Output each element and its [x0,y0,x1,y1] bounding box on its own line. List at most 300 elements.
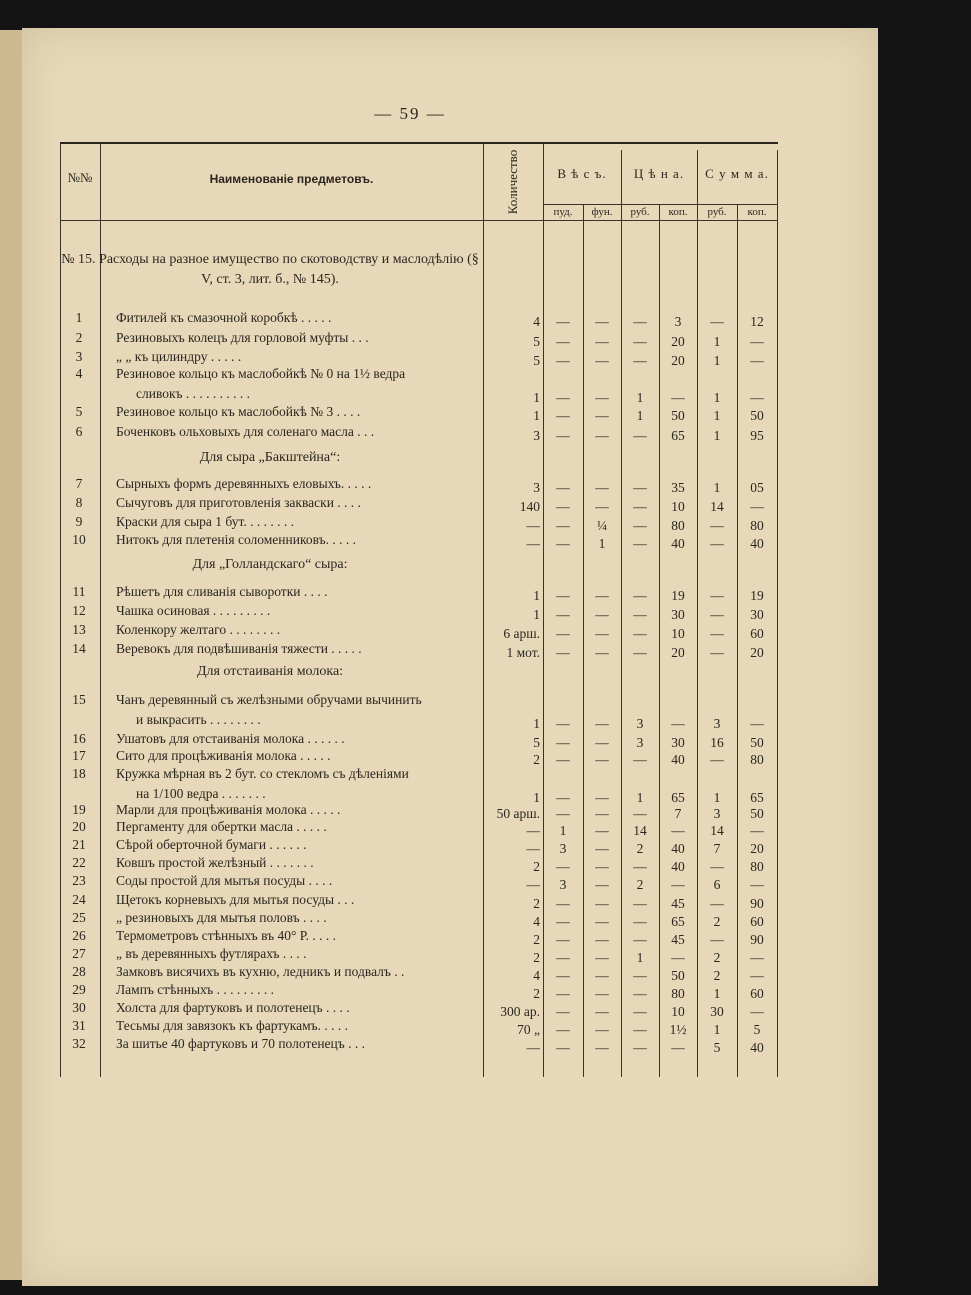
cell-pud: — [556,716,570,731]
cell-srub: — [710,859,724,874]
row-item-name: Рѣшетъ для сливанія сыворотки . . . . [116,584,328,599]
row-item-name: Лампъ стѣнныхъ . . . . . . . . . [116,982,274,997]
cell-rub: — [633,334,647,349]
cell-pud: — [556,968,570,983]
subheader-sum-rub: руб. [707,206,727,218]
cell-qty: 5 [533,735,540,750]
cell-qty: 50 арш. [496,806,540,821]
cell-qty: — [526,823,540,838]
cell-qty: — [526,518,540,533]
row-item-name: Щетокъ корневыхъ для мытья посуды . . . [116,892,355,907]
cell-fun: — [595,314,609,329]
subheader-kop: коп. [668,206,688,218]
row-item-name: „ резиновыхъ для мытья половъ . . . . [116,910,327,925]
section-title: № 15. Расходы на разное имущество по скотоводству и маслодѣлію (§ V, ст. 3, лит. б., № 145). [61,252,479,287]
cell-skop: 60 [750,986,764,1001]
table-row [60,802,778,820]
cell-kop: 30 [671,735,685,750]
cell-pud: — [556,588,570,603]
subheader-pud: пуд. [553,206,573,218]
cell-kop: 1½ [669,1022,687,1037]
row-item-name: Резиновыхъ колецъ для горловой муфты . . . [116,330,369,345]
row-item-name: Сырныхъ формъ деревянныхъ еловыхъ. . . . . [116,476,372,491]
cell-fun: — [595,841,609,856]
cell-qty: 70 „ [517,1022,540,1037]
cell-pud: — [556,480,570,495]
cell-skop: — [750,390,764,405]
cell-rub: — [633,914,647,929]
cell-kop: — [671,877,685,892]
cell-kop: 20 [671,353,685,368]
table-row [60,330,778,348]
cell-fun: — [595,932,609,947]
row-number: 16 [72,731,86,746]
cell-pud: — [556,645,570,660]
cell-rub: — [633,896,647,911]
page-number: — 59 — [374,104,446,123]
cell-qty: — [526,536,540,551]
cell-qty: 2 [533,950,540,965]
cell-pud: — [556,518,570,533]
cell-srub: — [710,645,724,660]
cell-srub: 16 [710,735,724,750]
row-number: 5 [75,404,83,419]
cell-rub: 3 [636,735,644,750]
cell-skop: 40 [750,536,764,551]
row-number: 13 [72,622,86,637]
cell-fun: — [595,626,609,641]
cell-kop: 40 [671,859,685,874]
row-number: 8 [75,495,83,510]
cell-qty: — [526,841,540,856]
row-item-name: Марли для процѣживанія молока . . . . . [116,802,341,817]
row-number: 25 [72,910,86,925]
cell-srub: 14 [710,823,724,838]
cell-srub: 1 [713,790,721,805]
table-row [60,964,778,982]
cell-pud: — [556,536,570,551]
cell-srub: 2 [713,914,721,929]
cell-pud: 3 [559,841,567,856]
cell-fun: — [595,914,609,929]
subheader-sum-kop: коп. [747,206,767,218]
cell-pud: — [556,390,570,405]
cell-fun: — [595,588,609,603]
cell-srub: — [710,752,724,767]
cell-fun: — [595,790,609,805]
cell-srub: 1 [713,428,721,443]
cell-skop: 90 [750,896,764,911]
cell-srub: — [710,518,724,533]
cell-pud: — [556,499,570,514]
cell-kop: — [671,950,685,965]
subheader-fun: фун. [591,206,613,218]
cell-fun: — [595,428,609,443]
cell-qty: 2 [533,859,540,874]
cell-qty: 5 [533,334,540,349]
row-item-name: Чанъ деревянный съ желѣзными обручами вычинить [116,692,422,707]
cell-skop: 12 [750,314,764,329]
cell-qty: 1 [533,408,540,423]
cell-skop: 19 [750,588,764,603]
cell-rub: — [633,626,647,641]
cell-fun: — [595,896,609,911]
cell-pud: 3 [559,877,567,892]
cell-rub: — [633,806,647,821]
cell-fun: — [595,735,609,750]
cell-skop: 5 [753,1022,761,1037]
cell-srub: 30 [710,1004,724,1019]
cell-pud: — [556,1022,570,1037]
row-number: 11 [72,584,86,599]
cell-fun: — [595,607,609,622]
row-number: 10 [72,532,86,547]
row-item-name: „ въ деревянныхъ футлярахъ . . . . [116,946,307,961]
cell-skop: — [750,968,764,983]
row-item-name: Сычуговъ для приготовленія закваски . . . . [116,495,361,510]
cell-pud: — [556,986,570,1001]
row-number: 23 [72,873,86,888]
table-row [60,982,778,1000]
cell-kop: — [671,1040,685,1055]
row-item-name: Термометровъ стѣнныхъ въ 40° Р. . . . . [116,928,336,943]
table-row [60,819,778,837]
row-item-name: Фитилей къ смазочной коробкѣ . . . . . [116,310,332,325]
cell-skop: 60 [750,914,764,929]
row-number: 6 [75,424,83,439]
cell-kop: 50 [671,408,685,423]
cell-kop: — [671,390,685,405]
cell-srub: 2 [713,968,721,983]
row-number: 9 [75,514,83,529]
cell-pud: — [556,1004,570,1019]
cell-pud: — [556,932,570,947]
table-row [60,1018,778,1036]
cell-pud: — [556,950,570,965]
cell-rub: 3 [636,716,644,731]
cell-kop: — [671,716,685,731]
cell-rub: — [633,607,647,622]
cell-rub: 1 [636,408,644,423]
cell-qty: 1 [533,390,540,405]
row-item-name: Веревокъ для подвѣшиванія тяжести . . . . . [116,641,362,656]
cell-skop: 80 [750,518,764,533]
cell-kop: 3 [674,314,682,329]
row-item-name: Резиновое кольцо къ маслобойкѣ № 3 . . . . [116,404,361,419]
cell-rub: 2 [636,841,644,856]
cell-kop: 40 [671,841,685,856]
row-item-name: За шитье 40 фартуковъ и 70 полотенецъ . . . [116,1036,365,1051]
cell-srub: 6 [713,877,721,892]
cell-rub: — [633,645,647,660]
cell-skop: — [750,353,764,368]
header-price: Ц ѣ н а. [633,166,685,181]
row-item-name: Ковшъ простой желѣзный . . . . . . . [116,855,314,870]
table-row [60,622,778,640]
cell-qty: 140 [519,499,540,514]
row-item-name: Тесьмы для завязокъ къ фартукамъ. . . . . [116,1018,348,1033]
cell-fun: — [595,877,609,892]
cell-fun: — [595,334,609,349]
cell-qty: 5 [533,353,540,368]
cell-rub: — [633,1022,647,1037]
cell-rub: — [633,353,647,368]
row-number: 12 [72,603,86,618]
cell-skop: 80 [750,752,764,767]
row-number: 2 [75,330,83,345]
row-number: 17 [72,748,86,763]
cell-kop: 65 [671,790,685,805]
cell-rub: 1 [636,390,644,405]
table-row [60,424,778,442]
row-item-name: Ушатовъ для отстаиванія молока . . . . . . [116,731,345,746]
cell-skop: 05 [750,480,764,495]
cell-fun: 1 [598,536,606,551]
cell-srub: — [710,626,724,641]
cell-pud: — [556,859,570,874]
row-item-name: Боченковъ ольховыхъ для соленаго масла . . . [116,424,375,439]
cell-kop: 7 [674,806,682,821]
cell-qty: 4 [533,914,540,929]
cell-kop: 40 [671,752,685,767]
cell-skop: — [750,877,764,892]
row-number: 31 [72,1018,86,1033]
cell-srub: — [710,588,724,603]
row-item-name: Кружка мѣрная въ 2 бут. со стекломъ съ дѣленіями [116,766,409,781]
cell-fun: — [595,968,609,983]
cell-pud: — [556,752,570,767]
cell-kop: — [671,823,685,838]
row-number: 21 [72,837,86,852]
cell-pud: — [556,626,570,641]
row-item-name: Соды простой для мытья посуды . . . . [116,873,333,888]
header-sum: С у м м а. [705,166,769,181]
row-item-name: Холста для фартуковъ и полотенецъ . . . . [116,1000,350,1015]
cell-kop: 40 [671,536,685,551]
table-row [60,692,778,731]
cell-srub: 1 [713,334,721,349]
cell-srub: 1 [713,1022,721,1037]
cell-srub: 5 [713,1040,721,1055]
cell-srub: — [710,314,724,329]
cell-srub: 1 [713,408,721,423]
cell-qty: 1 [533,588,540,603]
cell-fun: — [595,1022,609,1037]
cell-fun: — [595,1004,609,1019]
row-number: 29 [72,982,86,997]
cell-rub: — [633,428,647,443]
row-item-name: Сито для процѣживанія молока . . . . . [116,748,331,763]
table-row [60,495,778,513]
cell-kop: 35 [671,480,685,495]
cell-kop: 10 [671,626,685,641]
table-row [60,928,778,946]
cell-rub: — [633,536,647,551]
cell-rub: — [633,499,647,514]
cell-kop: 20 [671,645,685,660]
cell-rub: — [633,1040,647,1055]
cell-skop: — [750,950,764,965]
cell-skop: 65 [750,790,764,805]
cell-rub: — [633,859,647,874]
cell-qty: 300 ар. [500,1004,540,1019]
table-row [60,366,778,405]
table-row [60,404,778,422]
cell-srub: 1 [713,480,721,495]
cell-srub: — [710,536,724,551]
row-item-name-continued: на 1/100 ведра . . . . . . . [136,786,266,801]
cell-rub: — [633,986,647,1001]
row-item-name: „ „ къ цилиндру . . . . . [116,349,242,364]
cell-srub: 3 [713,716,721,731]
previous-page-edge [0,30,22,1280]
cell-skop: 30 [750,607,764,622]
header-item-name: Наименованіе предметовъ. [209,172,374,186]
cell-kop: 10 [671,1004,685,1019]
row-item-name: Пергаменту для обертки масла . . . . . [116,819,327,834]
cell-srub: — [710,932,724,947]
row-number: 20 [72,819,86,834]
cell-fun: — [595,390,609,405]
cell-skop: 20 [750,841,764,856]
header-quantity: Количество [505,149,520,215]
cell-rub: — [633,314,647,329]
table-row [60,641,778,659]
cell-pud: — [556,314,570,329]
cell-kop: 65 [671,914,685,929]
table-row [60,514,778,532]
cell-pud: — [556,1040,570,1055]
cell-fun: — [595,752,609,767]
cell-fun: — [595,986,609,1001]
table-row [60,731,778,749]
cell-pud: 1 [559,823,567,838]
row-number: 15 [72,692,86,707]
row-item-name: Краски для сыра 1 бут. . . . . . . . [116,514,295,529]
cell-rub: — [633,752,647,767]
cell-fun: — [595,823,609,838]
row-item-name-continued: и выкрасить . . . . . . . . [136,712,261,727]
cell-qty: 4 [533,314,540,329]
cell-fun: — [595,645,609,660]
cell-skop: 20 [750,645,764,660]
table-row [60,603,778,621]
cell-fun: — [595,353,609,368]
cell-kop: 80 [671,986,685,1001]
cell-srub: 3 [713,806,721,821]
row-number: 7 [75,476,83,491]
cell-qty: — [526,877,540,892]
table-row [60,946,778,964]
cell-rub: — [633,1004,647,1019]
cell-fun: — [595,1040,609,1055]
cell-pud: — [556,607,570,622]
table-row [60,1000,778,1018]
row-number: 27 [72,946,86,961]
cell-rub: — [633,968,647,983]
cell-skop: 95 [750,428,764,443]
cell-pud: — [556,790,570,805]
row-item-name: Чашка осиновая . . . . . . . . . [116,603,271,618]
cell-srub: — [710,896,724,911]
cell-skop: — [750,716,764,731]
table-row [60,873,778,891]
subsection-otstaivanie: Для отстаиванія молока: [196,664,344,679]
cell-kop: 19 [671,588,685,603]
cell-srub: 1 [713,986,721,1001]
cell-fun: — [595,716,609,731]
cell-kop: 45 [671,896,685,911]
cell-fun: — [595,806,609,821]
cell-qty: 1 [533,716,540,731]
cell-rub: — [633,518,647,533]
row-item-name: Замковъ висячихъ въ кухню, ледникъ и подвалъ . . [116,964,405,979]
cell-srub: 7 [713,841,721,856]
table-row [60,476,778,494]
cell-fun: — [595,950,609,965]
cell-pud: — [556,408,570,423]
cell-pud: — [556,806,570,821]
cell-srub: 1 [713,353,721,368]
cell-rub: 2 [636,877,644,892]
cell-fun: — [595,408,609,423]
cell-skop: — [750,499,764,514]
cell-kop: 10 [671,499,685,514]
row-number: 24 [72,892,86,907]
cell-rub: — [633,588,647,603]
row-number: 14 [72,641,86,656]
cell-qty: 1 мот. [506,645,540,660]
cell-qty: 2 [533,752,540,767]
cell-pud: — [556,353,570,368]
cell-skop: — [750,334,764,349]
table-row [60,910,778,928]
table-row [60,1036,778,1054]
cell-skop: 90 [750,932,764,947]
cell-skop: 60 [750,626,764,641]
row-item-name: Коленкору желтаго . . . . . . . . [116,622,281,637]
row-number: 4 [75,366,83,381]
cell-pud: — [556,896,570,911]
cell-kop: 45 [671,932,685,947]
row-item-name-continued: сливокъ . . . . . . . . . . [136,386,251,401]
row-number: 1 [75,310,83,325]
cell-qty: 2 [533,932,540,947]
cell-srub: 2 [713,950,721,965]
table-row [60,349,778,367]
header-number: №№ [67,170,93,185]
cell-kop: 80 [671,518,685,533]
cell-rub: 14 [633,823,647,838]
cell-pud: — [556,428,570,443]
cell-srub: 1 [713,390,721,405]
row-item-name: Резиновое кольцо къ маслобойкѣ № 0 на 1½ ведра [116,366,406,381]
row-number: 32 [72,1036,86,1051]
row-number: 19 [72,802,86,817]
cell-srub: 14 [710,499,724,514]
table-row [60,584,778,602]
cell-skop: 50 [750,735,764,750]
cell-skop: 80 [750,859,764,874]
row-number: 22 [72,855,86,870]
cell-pud: — [556,334,570,349]
table-row [60,310,778,328]
cell-fun: — [595,499,609,514]
row-number: 30 [72,1000,86,1015]
cell-rub: — [633,932,647,947]
cell-qty: 1 [533,607,540,622]
table-row [60,892,778,910]
